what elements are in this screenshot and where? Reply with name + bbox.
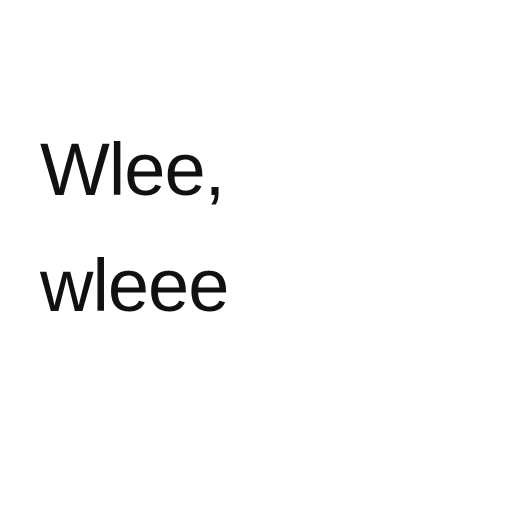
text-line-2: wleee	[40, 244, 229, 327]
text-block	[40, 112, 228, 344]
text-line-1: Wlee,	[40, 128, 225, 211]
